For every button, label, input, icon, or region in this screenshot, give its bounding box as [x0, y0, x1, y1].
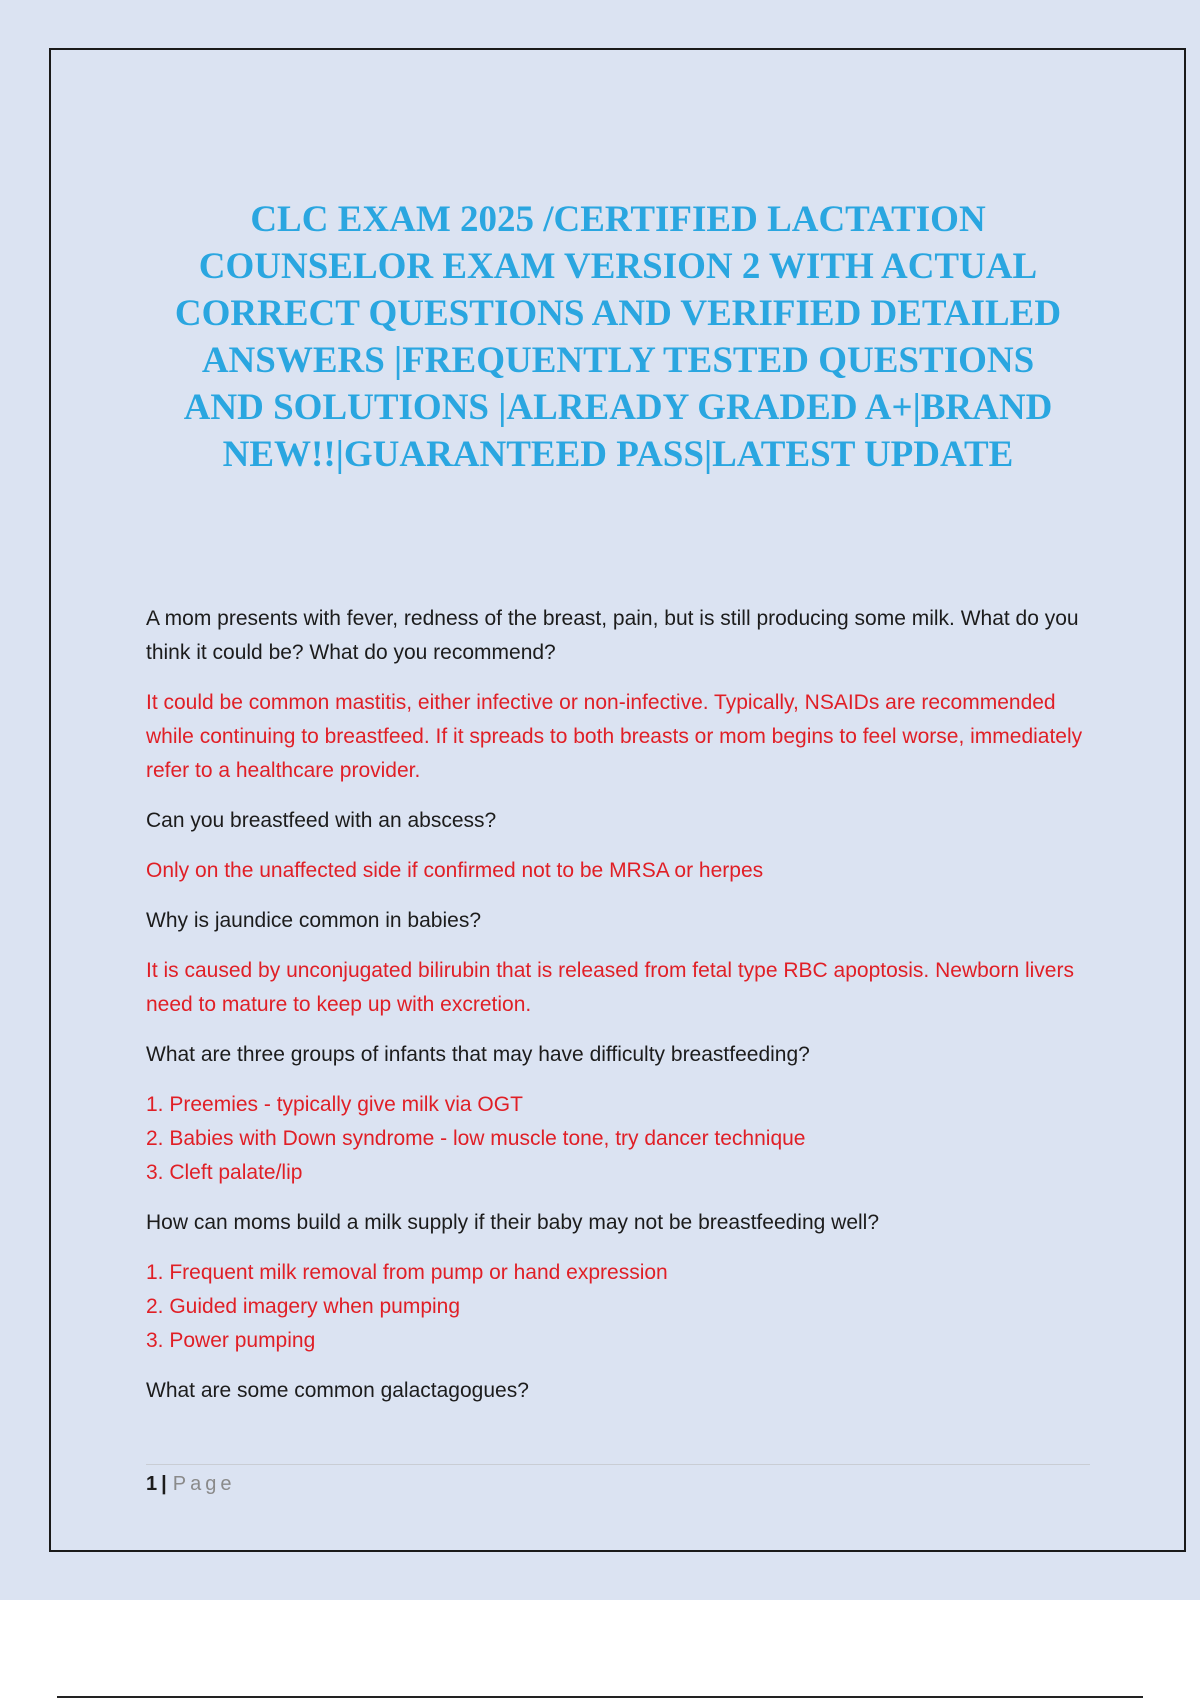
answer-5-list	[146, 1256, 1086, 1358]
page-number: 1	[146, 1473, 158, 1495]
question-5: How can moms build a milk supply if their baby may not be breastfeeding well?	[146, 1211, 880, 1234]
answer-5-item: 1. Frequent milk removal from pump or hand expression	[146, 1261, 668, 1284]
page-footer	[146, 1470, 235, 1498]
question-2: Can you breastfeed with an abscess?	[146, 809, 497, 832]
answer-2: Only on the unaffected side if confirmed not to be MRSA or herpes	[146, 859, 764, 882]
bottom-divider	[57, 1696, 1143, 1698]
page-separator: |	[161, 1473, 167, 1495]
footer-divider	[146, 1464, 1090, 1465]
answer-4-list	[146, 1088, 1086, 1190]
document-title: CLC EXAM 2025 /CERTIFIED LACTATION COUNSELOR EXAM VERSION 2 WITH ACTUAL CORRECT QUESTIONS AND VERIFIED DETAILED ANSWERS |FREQUENTLY TESTED QUESTIONS AND SOLUTIONS |ALREADY GRADED A+|BRAND NEW!!|GUARANTEED PASS|LATEST UPDATE	[174, 199, 1062, 475]
answer-4-item: 2. Babies with Down syndrome - low muscle tone, try dancer technique	[146, 1127, 806, 1150]
page-label: Page	[172, 1473, 236, 1495]
answer-4-item: 3. Cleft palate/lip	[146, 1161, 303, 1184]
answer-5-item: 3. Power pumping	[146, 1329, 316, 1352]
question-1: A mom presents with fever, redness of the breast, pain, but is still producing some milk. What do you think it could be? What do you recommend?	[146, 607, 1079, 664]
question-6: What are some common galactagogues?	[146, 1379, 529, 1402]
qa-content	[146, 602, 1086, 1424]
question-3: Why is jaundice common in babies?	[146, 909, 481, 932]
answer-3: It is caused by unconjugated bilirubin that is released from fetal type RBC apoptosis. Newborn livers need to mature to keep up with excretion.	[146, 959, 1074, 1016]
answer-5-item: 2. Guided imagery when pumping	[146, 1295, 461, 1318]
question-4: What are three groups of infants that may have difficulty breastfeeding?	[146, 1043, 810, 1066]
answer-4-item: 1. Preemies - typically give milk via OGT	[146, 1093, 523, 1116]
answer-1: It could be common mastitis, either infective or non-infective. Typically, NSAIDs are recommended while continuing to breastfeed. If it spreads to both breasts or mom begins to feel worse, immediately refer to a healthcare provider.	[146, 691, 1083, 782]
